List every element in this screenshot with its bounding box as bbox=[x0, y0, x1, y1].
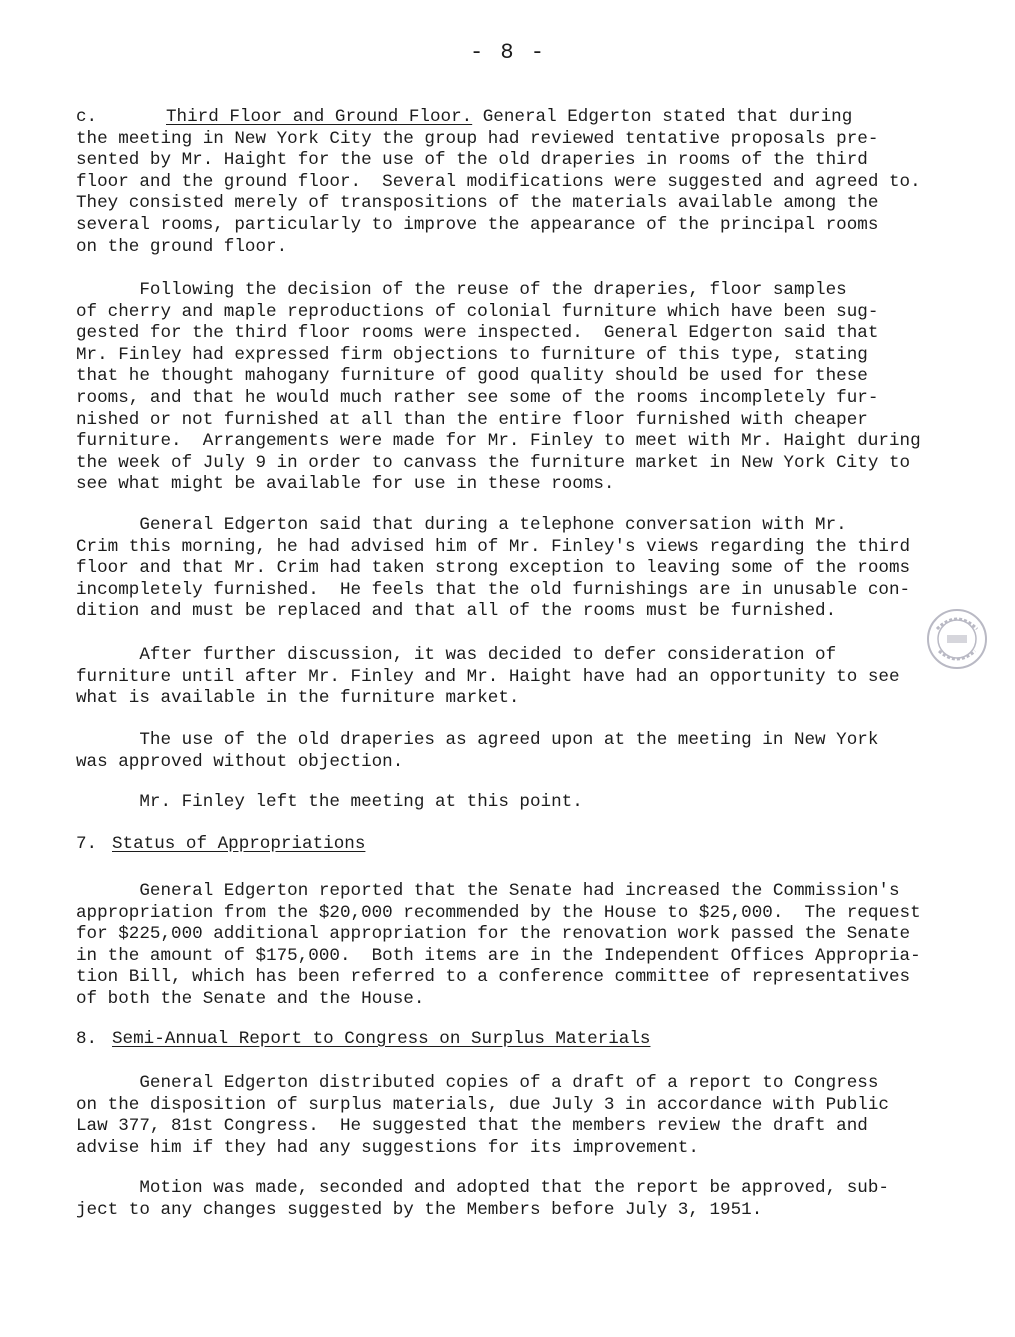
section-c-line: on the ground floor. bbox=[76, 236, 288, 257]
paragraph-line: After further discussion, it was decided to defer consideration of bbox=[76, 645, 837, 665]
section-7-heading bbox=[76, 833, 365, 855]
paragraph-line: General Edgerton reported that the Senate had increased the Commission's bbox=[76, 881, 900, 901]
paragraph-line: the week of July 9 in order to canvass the furniture market in New York City to bbox=[76, 452, 911, 473]
paragraph-line: General Edgerton said that during a telephone conversation with Mr. bbox=[76, 515, 847, 535]
section-8-heading bbox=[76, 1028, 650, 1050]
section-c-line: the meeting in New York City the group had reviewed tentative proposals pre- bbox=[76, 128, 879, 149]
section-8-paragraph-draft bbox=[76, 1073, 926, 1159]
paragraph-line: Crim this morning, he had advised him of Mr. Finley's views regarding the third bbox=[76, 536, 911, 557]
paragraph-line: Mr. Finley had expressed firm objections to furniture of this type, stating bbox=[76, 344, 868, 365]
paragraph-line: see what might be available for use in these rooms. bbox=[76, 474, 615, 495]
paragraph-line: Law 377, 81st Congress. He suggested that the members review the draft and bbox=[76, 1116, 868, 1137]
section-7-title: Status of Appropriations bbox=[112, 834, 366, 854]
section-8-paragraph-motion bbox=[76, 1178, 926, 1221]
paragraph-line: furniture. Arrangements were made for Mr. Finley to meet with Mr. Haight during bbox=[76, 431, 921, 452]
section-c-line: General Edgerton stated that during bbox=[472, 107, 853, 127]
section-c-line: several rooms, particularly to improve the appearance of the principal rooms bbox=[76, 214, 879, 235]
paragraph-line: advise him if they had any suggestions for its improvement. bbox=[76, 1137, 699, 1158]
paragraph-line: of cherry and maple reproductions of colonial furniture which have been sug- bbox=[76, 301, 879, 322]
paragraph-line: rooms, and that he would much rather see some of the rooms incompletely fur- bbox=[76, 387, 879, 408]
section-c-line: They consisted merely of transpositions of the materials available among the bbox=[76, 193, 879, 214]
paragraph-line: what is available in the furniture market. bbox=[76, 688, 520, 709]
paragraph-line: tion Bill, which has been referred to a conference committee of representatives bbox=[76, 967, 911, 988]
section-c bbox=[76, 107, 926, 258]
paragraph-line: Motion was made, seconded and adopted that the report be approved, sub- bbox=[76, 1178, 889, 1198]
paragraph-line: dition and must be replaced and that all of the rooms must be furnished. bbox=[76, 601, 837, 622]
paragraph-line: Mr. Finley left the meeting at this point. bbox=[76, 792, 583, 812]
paragraph-furniture-samples bbox=[76, 280, 926, 496]
paragraph-line: for $225,000 additional appropriation for the renovation work passed the Senate bbox=[76, 924, 911, 945]
paragraph-line: furniture until after Mr. Finley and Mr. Haight have had an opportunity to see bbox=[76, 666, 900, 687]
paragraph-line: ject to any changes suggested by the Members before July 3, 1951. bbox=[76, 1199, 763, 1220]
section-c-title: Third Floor and Ground Floor. bbox=[166, 107, 473, 127]
paragraph-line: in the amount of $175,000. Both items are in the Independent Offices Appropria- bbox=[76, 945, 921, 966]
paragraph-line: nished or not furnished at all than the entire floor furnished with cheaper bbox=[76, 409, 868, 430]
paragraph-line: was approved without objection. bbox=[76, 751, 404, 772]
section-c-label: c. bbox=[76, 107, 98, 127]
paragraph-line: gested for the third floor rooms were inspected. General Edgerton said that bbox=[76, 323, 879, 344]
paragraph-line: appropriation from the $20,000 recommended by the House to $25,000. The request bbox=[76, 902, 921, 923]
section-8-title: Semi-Annual Report to Congress on Surplus Materials bbox=[112, 1029, 651, 1049]
paragraph-finley-left bbox=[76, 792, 926, 814]
section-7-body bbox=[76, 881, 926, 1011]
paragraph-line: The use of the old draperies as agreed upon at the meeting in New York bbox=[76, 730, 879, 750]
paragraph-line: of both the Senate and the House. bbox=[76, 988, 425, 1009]
page-number: - 8 - bbox=[470, 40, 547, 65]
paragraph-line: Following the decision of the reuse of the draperies, floor samples bbox=[76, 280, 847, 300]
section-8-number: 8. bbox=[76, 1029, 98, 1049]
paragraph-line: General Edgerton distributed copies of a draft of a report to Congress bbox=[76, 1073, 879, 1093]
section-7-number: 7. bbox=[76, 834, 98, 854]
paragraph-telephone-conversation bbox=[76, 515, 926, 623]
archive-seal-stamp bbox=[925, 607, 989, 671]
paragraph-line: floor and that Mr. Crim had taken strong exception to leaving some of the rooms bbox=[76, 558, 911, 579]
paragraph-further-discussion bbox=[76, 645, 926, 710]
paragraph-line: incompletely furnished. He feels that the old furnishings are in unusable con- bbox=[76, 579, 911, 600]
section-c-first-line bbox=[76, 107, 926, 129]
paragraph-line: on the disposition of surplus materials, due July 3 in accordance with Public bbox=[76, 1094, 889, 1115]
section-c-line: floor and the ground floor. Several modifications were suggested and agreed to. bbox=[76, 171, 921, 192]
paragraph-draperies-approved bbox=[76, 730, 926, 773]
paragraph-line: that he thought mahogany furniture of good quality should be used for these bbox=[76, 366, 868, 387]
section-c-line: sented by Mr. Haight for the use of the old draperies in rooms of the third bbox=[76, 150, 868, 171]
